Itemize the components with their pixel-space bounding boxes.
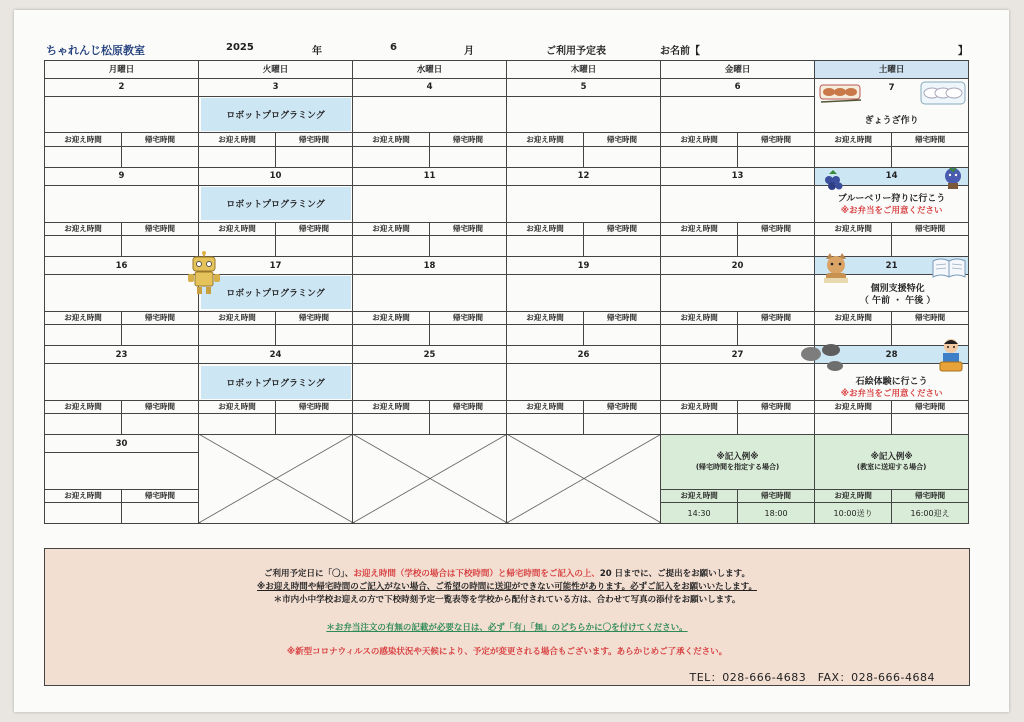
return-time-field[interactable] <box>276 325 353 346</box>
event-cell[interactable] <box>199 364 353 400</box>
week-4-inputs <box>45 414 969 435</box>
return-time-field[interactable] <box>122 414 199 435</box>
return-label: 帰宅時間 <box>892 311 969 324</box>
date-cell: 10 <box>199 167 353 186</box>
week-3-events <box>45 275 969 311</box>
pickup-time-field[interactable] <box>815 414 892 435</box>
event-cell[interactable] <box>199 186 353 222</box>
pickup-label: お迎え時間 <box>661 133 738 146</box>
pickup-time-field[interactable] <box>507 414 584 435</box>
event-cell[interactable] <box>661 97 815 133</box>
example-b-subtitle: (教室に送迎する場合) <box>856 462 927 471</box>
week-1-events <box>45 97 969 133</box>
pickup-time-field[interactable] <box>353 235 430 256</box>
return-label: 帰宅時間 <box>122 311 199 324</box>
pickup-time-field[interactable] <box>45 146 122 167</box>
pickup-label: お迎え時間 <box>45 222 122 235</box>
return-time-field[interactable] <box>892 146 969 167</box>
event-cell[interactable] <box>199 275 353 311</box>
date-cell: 11 <box>353 167 507 186</box>
event-blueberry: ブルーベリー狩りに行こう <box>837 193 946 204</box>
robot-icon <box>187 251 221 295</box>
weekday-mon: 月曜日 <box>45 61 199 79</box>
date-cell: 5 <box>507 78 661 97</box>
return-label: 帰宅時間 <box>892 489 969 502</box>
return-label: 帰宅時間 <box>122 489 199 502</box>
date-cell: 3 <box>199 78 353 97</box>
month-value: 6 <box>390 42 397 53</box>
schedule-calendar <box>44 60 969 524</box>
return-time-field[interactable] <box>276 235 353 256</box>
pickup-label: お迎え時間 <box>353 133 430 146</box>
date-cell: 6 <box>661 78 815 97</box>
week-2-labels <box>45 222 969 235</box>
event-robot-programming: ロボットプログラミング <box>201 276 351 309</box>
event-cell[interactable] <box>661 186 815 222</box>
pickup-label: お迎え時間 <box>353 311 430 324</box>
pickup-label: お迎え時間 <box>45 489 122 502</box>
return-time-field[interactable] <box>122 503 199 524</box>
return-label: 帰宅時間 <box>276 311 353 324</box>
event-cell[interactable] <box>507 275 661 311</box>
pickup-time-field[interactable] <box>353 414 430 435</box>
week-1-inputs <box>45 146 969 167</box>
pickup-time-field[interactable] <box>507 235 584 256</box>
return-label: 帰宅時間 <box>430 311 507 324</box>
event-cell[interactable] <box>353 186 507 222</box>
event-cell[interactable] <box>45 453 199 489</box>
pickup-time-field[interactable] <box>507 146 584 167</box>
note-line-2: ※お迎え時間や帰宅時間のご記入がない場合、ご希望の時間に送迎ができない可能性があります。必ずご記入をお願いいたします。 <box>257 582 757 592</box>
event-cell[interactable] <box>353 364 507 400</box>
date-cell: 16 <box>45 256 199 275</box>
pickup-label: お迎え時間 <box>199 133 276 146</box>
pickup-time-field[interactable] <box>199 146 276 167</box>
return-time-field[interactable] <box>738 414 815 435</box>
event-cell[interactable] <box>45 364 199 400</box>
return-time-field[interactable] <box>892 414 969 435</box>
event-cell[interactable] <box>507 364 661 400</box>
event-robot-programming: ロボットプログラミング <box>201 366 351 399</box>
example-b-heading <box>815 434 969 489</box>
name-bracket-close: 】 <box>958 46 968 57</box>
event-cell[interactable] <box>199 97 353 133</box>
crossed-out-cell <box>199 434 353 523</box>
note-line-3: ＊市内小中学校お迎えの方で下校時刻予定一覧表等を学校から配付されている方は、合わせて写真の添付をお願いします。 <box>273 595 741 605</box>
example-a-heading <box>661 434 815 489</box>
event-stone-painting: 石絵体験に行こう <box>855 377 928 387</box>
pickup-time-field[interactable] <box>661 235 738 256</box>
pickup-label: お迎え時間 <box>815 400 892 413</box>
return-label: 帰宅時間 <box>122 222 199 235</box>
pickup-label: お迎え時間 <box>815 311 892 324</box>
event-robot-programming: ロボットプログラミング <box>201 98 351 131</box>
date-cell: 26 <box>507 345 661 364</box>
date-cell: 17 <box>199 256 353 275</box>
return-label: 帰宅時間 <box>584 311 661 324</box>
return-time-field[interactable] <box>122 146 199 167</box>
return-time-field[interactable] <box>738 146 815 167</box>
note-line-4: ＊お弁当注文の有無の記載が必要な日は、必ず「有」「無」のどちらかに〇を付けてください。 <box>326 623 688 633</box>
return-time-field[interactable] <box>584 146 661 167</box>
return-label: 帰宅時間 <box>892 222 969 235</box>
year-unit: 年 <box>312 46 322 57</box>
week-2-events <box>45 186 969 222</box>
contact-info: TEL：028-666-4683 FAX：028-666-4684 <box>689 671 935 684</box>
bento-note: ※お弁当をご用意ください <box>840 389 943 399</box>
pickup-time-field[interactable] <box>661 414 738 435</box>
date-cell: 24 <box>199 345 353 364</box>
return-time-field[interactable] <box>584 325 661 346</box>
date-cell: 23 <box>45 345 199 364</box>
pickup-label: お迎え時間 <box>815 133 892 146</box>
pickup-label: お迎え時間 <box>199 222 276 235</box>
event-cell[interactable] <box>353 97 507 133</box>
pickup-label: お迎え時間 <box>507 311 584 324</box>
event-gyoza: ぎょうざ作り <box>864 115 919 126</box>
pickup-label: お迎え時間 <box>507 400 584 413</box>
pickup-label: お迎え時間 <box>199 400 276 413</box>
weekday-wed: 水曜日 <box>353 61 507 79</box>
example-b-return: 16:00迎え <box>892 503 969 524</box>
event-cell[interactable] <box>815 97 969 133</box>
return-time-field[interactable] <box>738 235 815 256</box>
return-label: 帰宅時間 <box>276 400 353 413</box>
pickup-time-field[interactable] <box>661 325 738 346</box>
pickup-label: お迎え時間 <box>507 222 584 235</box>
pickup-time-field[interactable] <box>815 146 892 167</box>
date-cell: 12 <box>507 167 661 186</box>
form-header <box>44 38 968 60</box>
crossed-out-cell <box>507 434 661 523</box>
event-cell[interactable] <box>353 275 507 311</box>
return-label: 帰宅時間 <box>738 133 815 146</box>
note-line-5: ※新型コロナウィルスの感染状況や天候により、予定が変更される場合もございます。あらかじめご了承ください。 <box>286 647 728 657</box>
example-a-return: 18:00 <box>738 503 815 524</box>
crossed-out-cell <box>353 434 507 523</box>
event-cell[interactable] <box>815 275 969 311</box>
event-cell[interactable] <box>45 275 199 311</box>
date-cell: 13 <box>661 167 815 186</box>
date-cell: 19 <box>507 256 661 275</box>
pickup-label: お迎え時間 <box>661 489 738 502</box>
school-name: ちゃれんじ松原教室 <box>46 44 145 57</box>
week-3-labels <box>45 311 969 324</box>
return-time-field[interactable] <box>276 146 353 167</box>
stones-icon <box>799 342 845 372</box>
pickup-time-field[interactable] <box>45 414 122 435</box>
pickup-time-field[interactable] <box>507 325 584 346</box>
week-5-dates <box>45 434 969 453</box>
pickup-label: お迎え時間 <box>199 311 276 324</box>
pickup-label: お迎え時間 <box>45 133 122 146</box>
child-painting-icon <box>938 338 964 372</box>
return-time-field[interactable] <box>430 146 507 167</box>
return-time-field[interactable] <box>892 235 969 256</box>
note-line-1-a: ご利用予定日に「〇」、 <box>264 569 354 579</box>
date-cell: 9 <box>45 167 199 186</box>
open-book-icon <box>932 257 966 279</box>
name-label: お名前【 <box>660 46 700 57</box>
weekday-sat: 土曜日 <box>815 61 969 79</box>
week-4-labels <box>45 400 969 413</box>
return-time-field[interactable] <box>430 325 507 346</box>
return-label: 帰宅時間 <box>738 489 815 502</box>
notes-box <box>44 548 970 686</box>
dog-character-icon <box>821 251 851 285</box>
pickup-time-field[interactable] <box>199 414 276 435</box>
weekday-fri: 金曜日 <box>661 61 815 79</box>
pickup-label: お迎え時間 <box>353 222 430 235</box>
event-cell[interactable] <box>661 364 815 400</box>
event-individual-support: 個別支援特化 <box>870 283 925 294</box>
return-time-field[interactable] <box>430 414 507 435</box>
date-cell: 20 <box>661 256 815 275</box>
return-label: 帰宅時間 <box>738 222 815 235</box>
example-a-title: ※記入例※ <box>716 451 759 462</box>
week-4-events <box>45 364 969 400</box>
return-label: 帰宅時間 <box>584 133 661 146</box>
return-label: 帰宅時間 <box>276 222 353 235</box>
pickup-label: お迎え時間 <box>45 311 122 324</box>
pickup-time-field[interactable] <box>45 325 122 346</box>
pickup-label: お迎え時間 <box>661 311 738 324</box>
support-time-choice[interactable]: （ 午前 ・ 午後 ） <box>859 295 936 306</box>
pickup-label: お迎え時間 <box>661 222 738 235</box>
weekday-thu: 木曜日 <box>507 61 661 79</box>
event-robot-programming: ロボットプログラミング <box>201 187 351 220</box>
pickup-label: お迎え時間 <box>45 400 122 413</box>
return-label: 帰宅時間 <box>584 222 661 235</box>
pickup-label: お迎え時間 <box>661 400 738 413</box>
pickup-time-field[interactable] <box>661 146 738 167</box>
pickup-time-field[interactable] <box>353 325 430 346</box>
note-line-1-b: お迎え時間（学校の場合は下校時間）と帰宅時間をご記入の上、 <box>353 569 600 579</box>
date-cell: 27 <box>661 345 815 364</box>
pickup-time-field[interactable] <box>45 503 122 524</box>
return-label: 帰宅時間 <box>738 311 815 324</box>
event-cell[interactable] <box>507 186 661 222</box>
berry-character-icon <box>942 166 964 190</box>
return-time-field[interactable] <box>584 235 661 256</box>
dumpling-plate-icon <box>920 81 966 105</box>
return-label: 帰宅時間 <box>584 400 661 413</box>
pickup-label: お迎え時間 <box>507 133 584 146</box>
gyoza-icon <box>819 83 863 103</box>
return-label: 帰宅時間 <box>276 133 353 146</box>
return-label: 帰宅時間 <box>738 400 815 413</box>
event-cell[interactable] <box>661 275 815 311</box>
return-label: 帰宅時間 <box>892 400 969 413</box>
pickup-label: お迎え時間 <box>353 400 430 413</box>
date-cell: 2 <box>45 78 199 97</box>
example-a-pickup: 14:30 <box>661 503 738 524</box>
weekday-header-row <box>45 61 969 79</box>
month-unit: 月 <box>464 46 474 57</box>
pickup-label: お迎え時間 <box>815 489 892 502</box>
year-value: 2025 <box>226 42 254 53</box>
blueberry-icon <box>821 168 845 192</box>
date-cell: 14 <box>815 167 969 186</box>
example-a-subtitle: (帰宅時間を指定する場合) <box>695 462 780 471</box>
return-time-field[interactable] <box>122 325 199 346</box>
event-cell[interactable] <box>815 364 969 400</box>
pickup-time-field[interactable] <box>199 325 276 346</box>
pickup-time-field[interactable] <box>353 146 430 167</box>
date-cell: 7 <box>815 78 969 97</box>
return-time-field[interactable] <box>276 414 353 435</box>
return-label: 帰宅時間 <box>430 222 507 235</box>
date-cell: 18 <box>353 256 507 275</box>
pickup-time-field[interactable] <box>45 235 122 256</box>
event-cell[interactable] <box>45 186 199 222</box>
return-label: 帰宅時間 <box>430 133 507 146</box>
date-cell: 4 <box>353 78 507 97</box>
note-line-1 <box>45 567 969 579</box>
event-cell[interactable] <box>507 97 661 133</box>
return-label: 帰宅時間 <box>892 133 969 146</box>
week-1-labels <box>45 133 969 146</box>
date-cell: 28 <box>815 345 969 364</box>
event-cell[interactable] <box>815 186 969 222</box>
event-cell[interactable] <box>45 97 199 133</box>
return-label: 帰宅時間 <box>430 400 507 413</box>
note-line-1-c: 20 日までに、ご提出をお願いします。 <box>599 569 750 579</box>
pickup-label: お迎え時間 <box>815 222 892 235</box>
example-b-title: ※記入例※ <box>870 451 913 462</box>
form-title: ご利用予定表 <box>546 46 606 57</box>
date-cell: 25 <box>353 345 507 364</box>
date-cell: 30 <box>45 434 199 453</box>
example-b-pickup: 10:00送り <box>815 503 892 524</box>
bento-note: ※お弁当をご用意ください <box>840 205 943 216</box>
date-cell: 21 <box>815 256 969 275</box>
return-label: 帰宅時間 <box>122 400 199 413</box>
return-label: 帰宅時間 <box>122 133 199 146</box>
return-time-field[interactable] <box>430 235 507 256</box>
return-time-field[interactable] <box>584 414 661 435</box>
weekday-tue: 火曜日 <box>199 61 353 79</box>
